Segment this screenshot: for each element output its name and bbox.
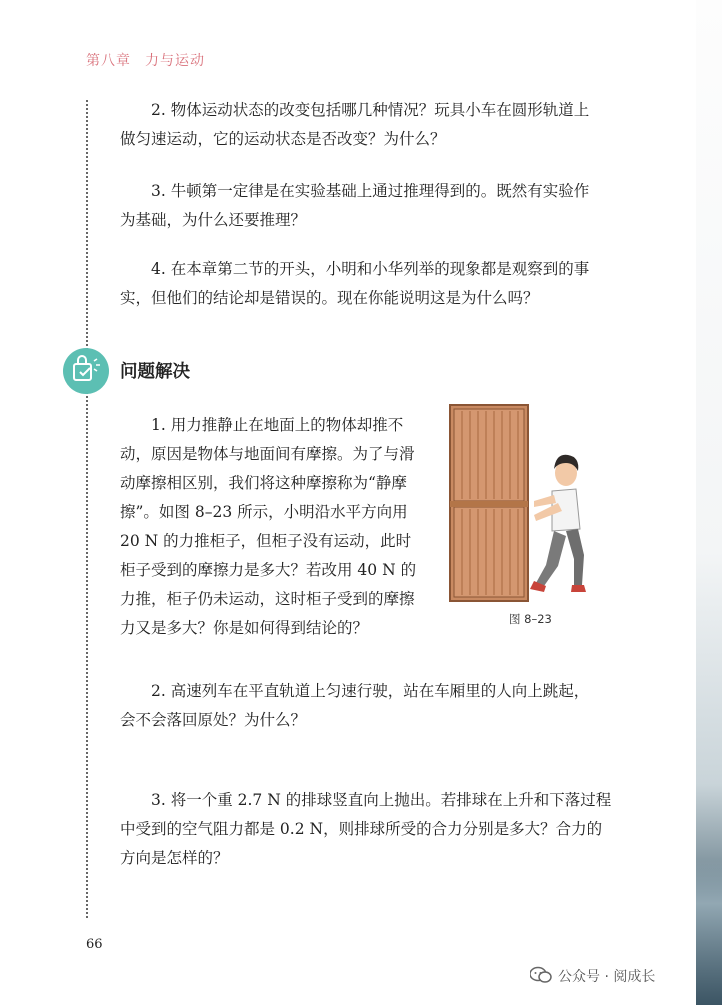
page-number: 66 [86, 937, 103, 952]
watermark [530, 966, 655, 988]
question-4: 4. 在本章第二节的开头，小明和小华列举的现象都是观察到的事 实，但他们的结论却是错误的。现在你能说明这是为什么吗？ [120, 260, 590, 307]
problem-3: 3. 将一个重 2.7 N 的排球竖直向上抛出。若排球在上升和下落过程 中受到的空气阻力都是 0.2 N，则排球所受的合力分别是多大？合力的 方向是怎样的？ [120, 791, 612, 867]
page-edge-wave [696, 860, 722, 1005]
wechat-icon [530, 966, 552, 988]
section-title: 问题解决 [120, 362, 190, 382]
problem-1: 1. 用力推静止在地面上的物体却推不 动，原因是物体与地面间有摩擦。为了与滑 动摩擦相区别，我们将这种摩擦称为“静摩 擦”。如图 8–23 所示，小明沿水平方向用 20 N 的力推柜子，但柜子没有运动，此时 柜子受到的摩擦力是多大？若改用 40 N 的 力推，柜子仍未运动，这时柜子受到的摩擦 力又是多大？你是如何得到结论的？ [120, 416, 417, 637]
watermark-text: 公众号 · 阅成长 [558, 969, 656, 985]
page-edge-ocean-background [696, 0, 722, 1005]
margin-dotted-line [86, 100, 88, 918]
chapter-header [86, 50, 205, 70]
chapter-title: 力与运动 [145, 53, 205, 69]
figure-caption: 图 8–23 [509, 612, 552, 626]
boy-pushing-cabinet-illustration [448, 403, 608, 603]
question-3: 3. 牛顿第一定律是在实验基础上通过推理得到的。既然有实验作 为基础，为什么还要推理？ [120, 182, 590, 229]
problem-2: 2. 高速列车在平直轨道上匀速行驶，站在车厢里的人向上跳起， 会不会落回原处？为什么？ [120, 682, 590, 729]
question-2: 2. 物体运动状态的改变包括哪几种情况？玩具小车在圆形轨道上 做匀速运动，它的运动状态是否改变？为什么？ [120, 101, 590, 148]
problem-solving-icon [63, 348, 109, 394]
chapter-number: 第八章 [86, 53, 131, 69]
